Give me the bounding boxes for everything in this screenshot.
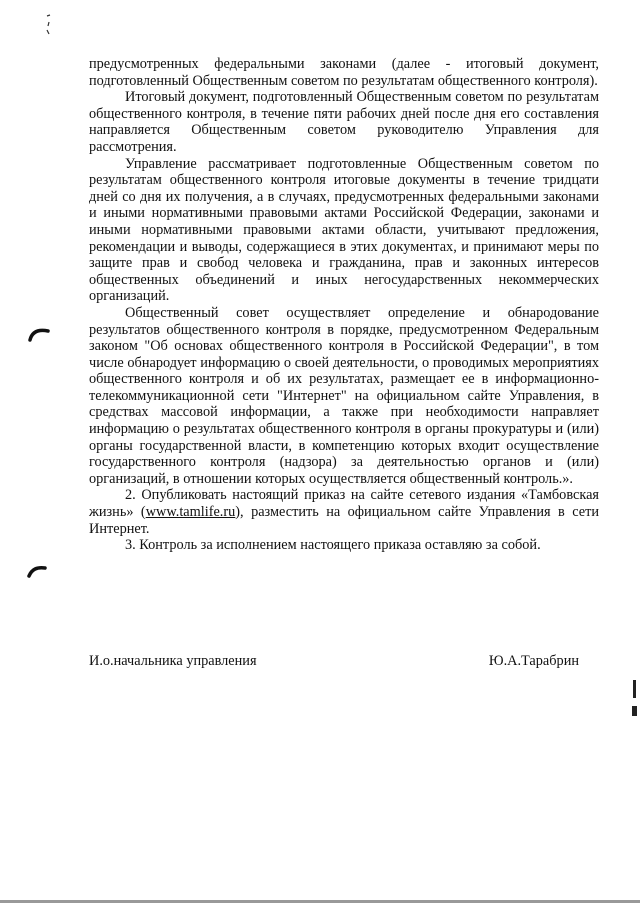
scan-mark-top — [44, 12, 54, 40]
scan-edge-bottom — [0, 900, 640, 903]
hole-punch-mark-2 — [27, 564, 47, 580]
signatory-name: Ю.А.Тарабрин — [488, 653, 579, 669]
paragraph-item-3: 3. Контроль за исполнением настоящего приказа оставляю за собой. — [125, 537, 541, 554]
paragraph-publication: Общественный совет осуществляет определение и обнародование результатов общественного контроля в порядке, предусмотренном Федеральным законом "Об основах общественного контроля в Российской Федерации", в том числе обнародует информацию о своей деятельности, о проводимых мероприятиях общественного контроля и об их результатах, размещает ее в информационно-телекоммуникационной сети "Интернет" на официальном сайте Управления, в средствах массовой информации, а также при необходимости направляет информацию о результатах общественного контроля в органы прокуратуры и (или) органы государственной власти, в компетенцию которых входит осуществление государственного контроля (надзора) за деятельностью органов и (или) организаций, в отношении которых осуществляется общественный контроль.». — [89, 304, 599, 487]
item-2-text-before: 2. Опубликовать настоящий приказ на сайте сетевого издания «Тамбовская жизнь» ( — [89, 487, 599, 521]
paragraph-item-2 — [89, 487, 599, 537]
scan-edge-right-2 — [632, 706, 637, 716]
signature-block — [89, 653, 579, 670]
paragraph-review: Управление рассматривает подготовленные Общественным советом по результатам общественного контроля итоговые документы в течение тридцати дней со дня их получения, а в случаях, предусмотренных федеральными законами и иными нормативными правовыми актами Российской Федерации, законами и иными нормативными правовыми актами области, учитывают предложения, рекомендации и выводы, содержащиеся в этих документах, и принимают меры по защите прав и свобод человека и гражданина, прав и законных интересов общественных объединений и иных негосударственных некоммерческих организаций. — [89, 155, 599, 305]
signatory-position: И.о.начальника управления — [89, 653, 257, 669]
item-2-text-after: ), разместить на официальном сайте Управления в сети Интернет. — [89, 504, 599, 537]
paragraph-continuation: предусмотренных федеральными законами (далее - итоговый документ, подготовленный Общественным советом по результатам общественного контроля). — [89, 56, 599, 89]
paragraph-final-document: Итоговый документ, подготовленный Общественным советом по результатам общественного контроля, в течение пяти рабочих дней после дня его составления направляется Общественным советом руководителю Управления для рассмотрения. — [89, 89, 599, 155]
hole-punch-mark-1 — [28, 326, 50, 346]
document-body — [89, 56, 599, 554]
scan-edge-right-1 — [633, 680, 636, 698]
website-link[interactable]: www.tamlife.ru — [145, 504, 236, 521]
